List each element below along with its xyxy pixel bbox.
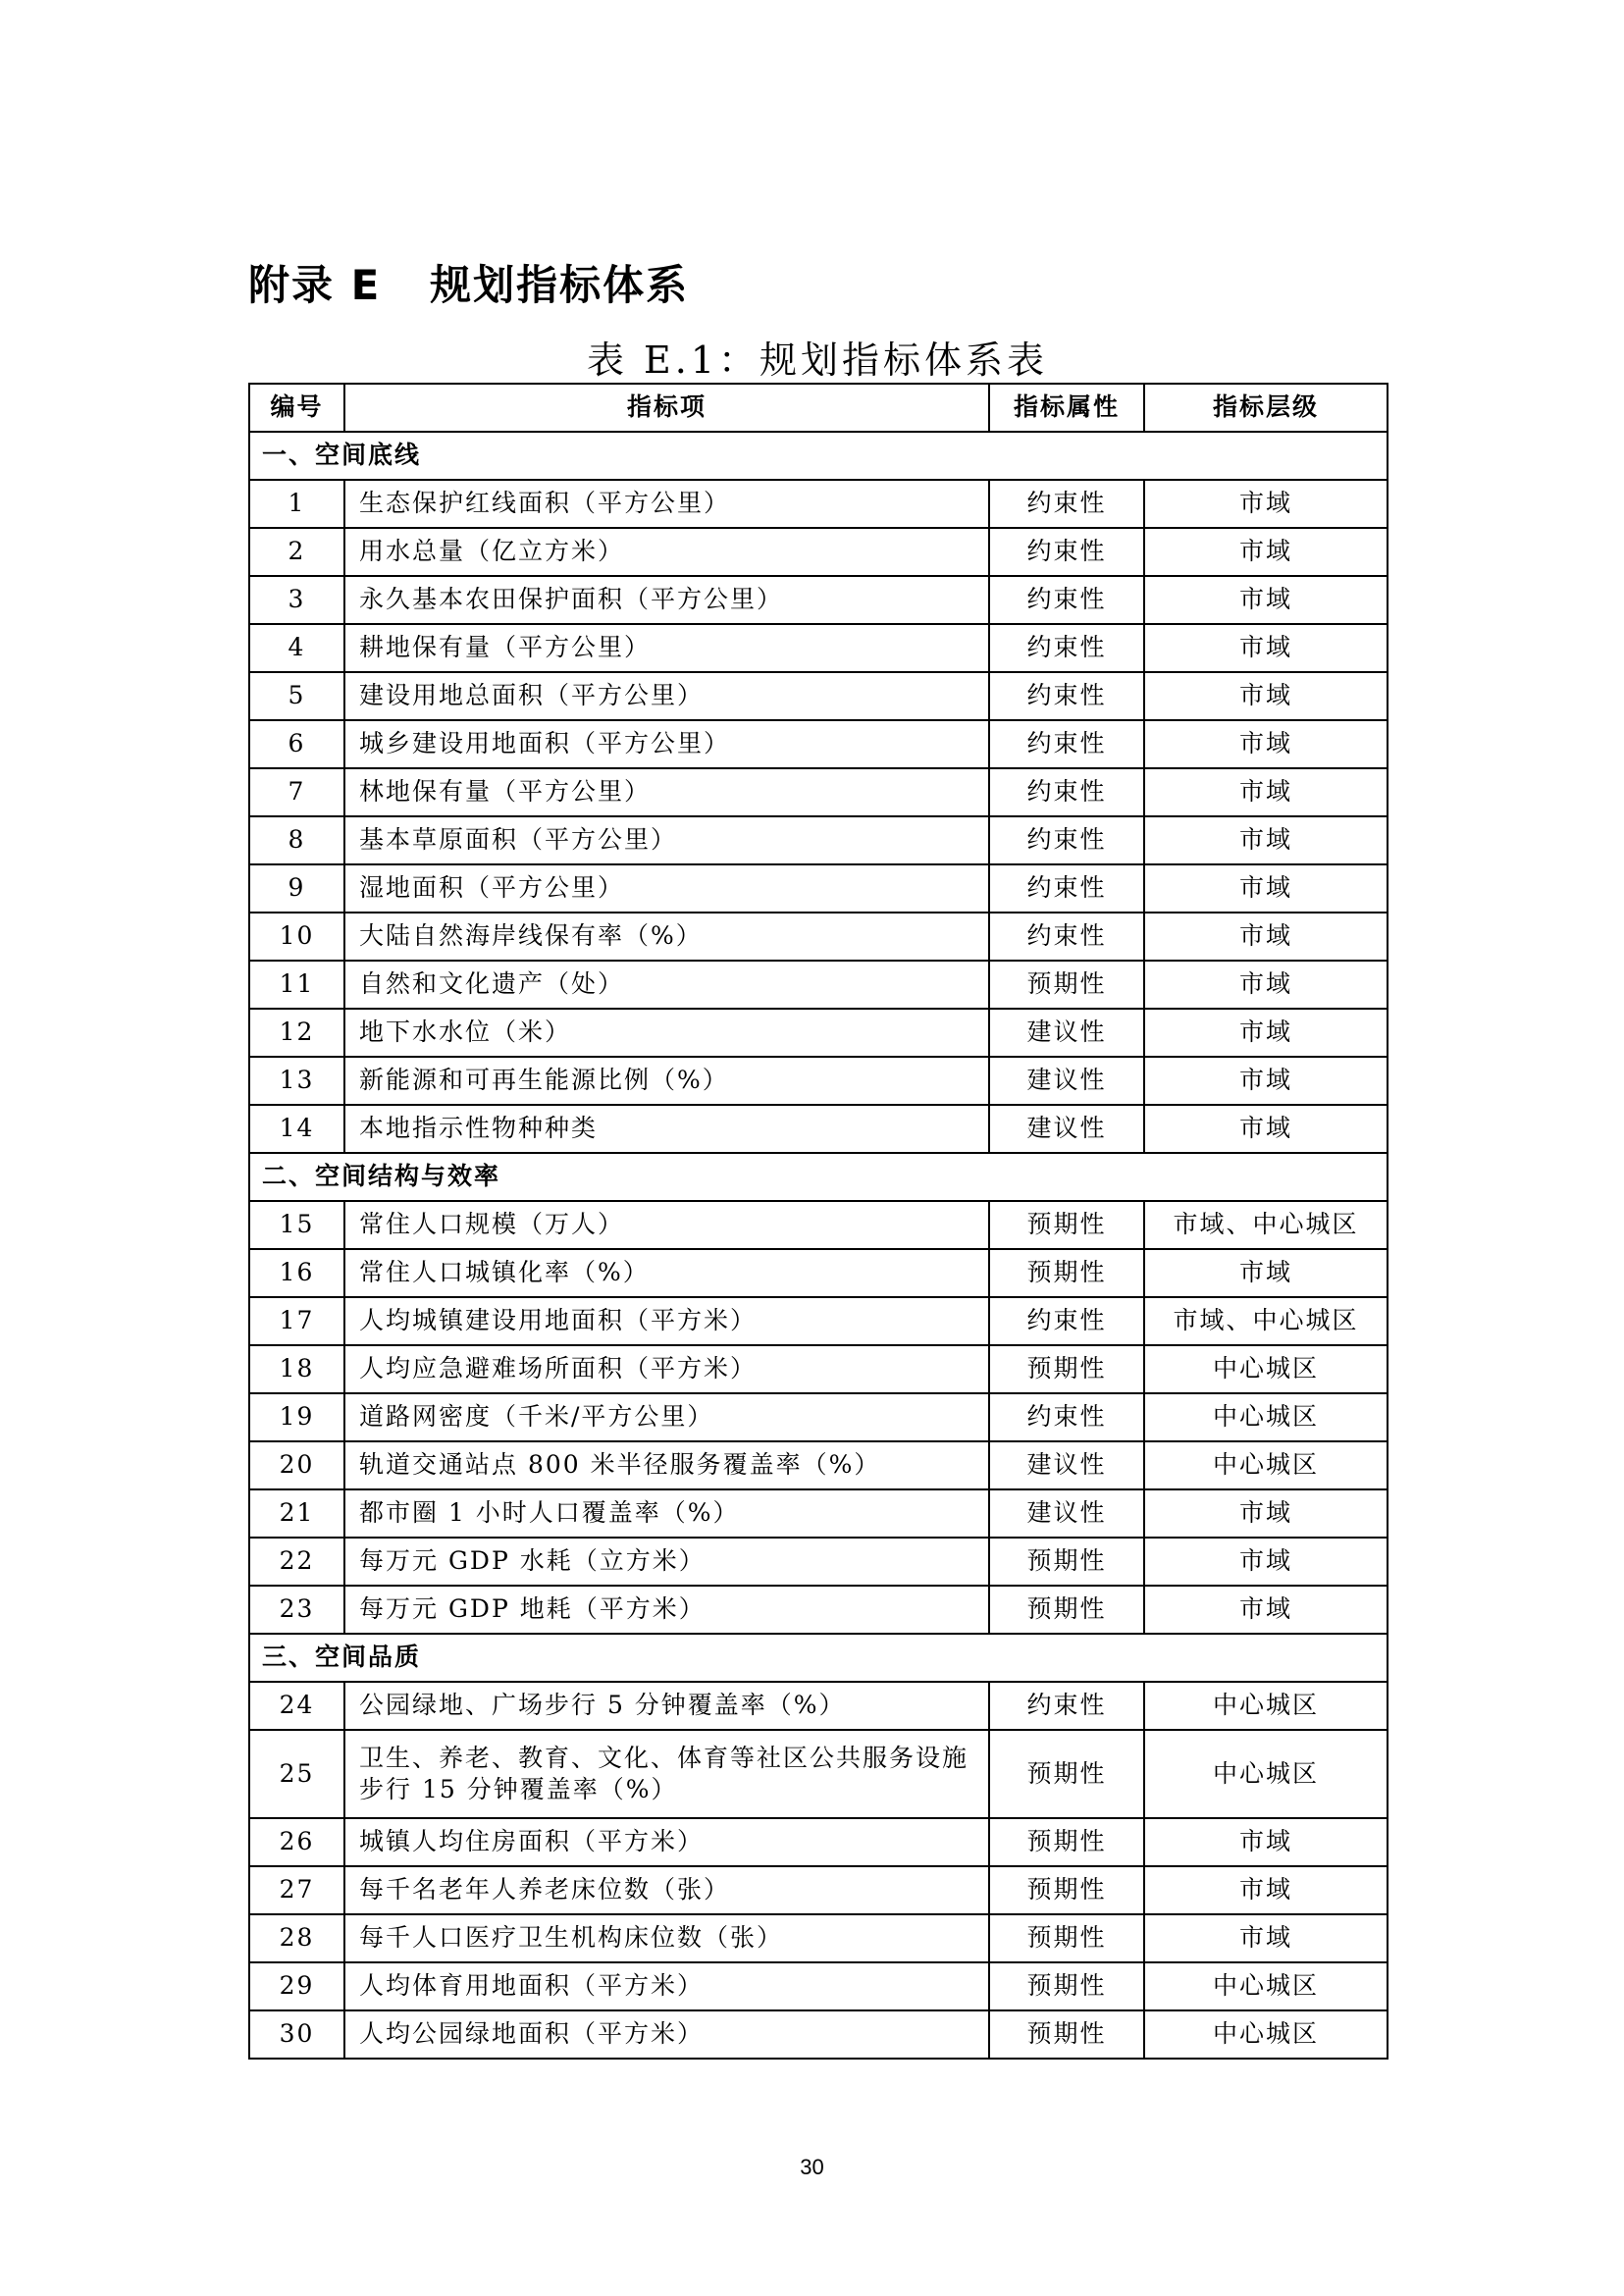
indicator-level: 中心城区 [1144,1962,1388,2010]
indicator-level: 市域 [1144,480,1388,528]
indicator-level: 市域 [1144,672,1388,720]
row-number: 15 [249,1201,344,1249]
indicator-name: 常住人口规模（万人） [344,1201,989,1249]
row-number: 22 [249,1538,344,1586]
indicator-level: 市域 [1144,1489,1388,1538]
header-indicator: 指标项 [344,384,989,432]
indicator-attribute: 约束性 [989,768,1144,816]
header-number: 编号 [249,384,344,432]
row-number: 14 [249,1105,344,1153]
row-number: 11 [249,961,344,1009]
section-row [249,1153,1388,1201]
table-row [249,1914,1388,1962]
indicator-level: 市域 [1144,1105,1388,1153]
table-row [249,768,1388,816]
indicator-name: 耕地保有量（平方公里） [344,624,989,672]
row-number: 16 [249,1249,344,1297]
row-number: 6 [249,720,344,768]
table-row [249,1682,1388,1730]
indicator-name: 新能源和可再生能源比例（%） [344,1057,989,1105]
indicator-attribute: 预期性 [989,1201,1144,1249]
indicator-attribute: 约束性 [989,1297,1144,1345]
indicator-attribute: 预期性 [989,1730,1144,1818]
row-number: 21 [249,1489,344,1538]
indicator-level: 市域 [1144,1818,1388,1866]
indicator-name: 常住人口城镇化率（%） [344,1249,989,1297]
indicator-name: 永久基本农田保护面积（平方公里） [344,576,989,624]
indicator-level: 市域 [1144,1009,1388,1057]
table-row [249,1866,1388,1914]
indicator-attribute: 约束性 [989,913,1144,961]
row-number: 9 [249,864,344,913]
indicator-attribute: 约束性 [989,1682,1144,1730]
section-title: 一、空间底线 [249,432,1388,480]
indicator-level: 市域 [1144,528,1388,576]
indicator-level: 市域 [1144,576,1388,624]
table-row [249,624,1388,672]
indicator-attribute: 预期性 [989,1586,1144,1634]
row-number: 25 [249,1730,344,1818]
indicator-attribute: 预期性 [989,1538,1144,1586]
table-row [249,528,1388,576]
row-number: 24 [249,1682,344,1730]
indicator-name: 每千人口医疗卫生机构床位数（张） [344,1914,989,1962]
indicator-attribute: 预期性 [989,1345,1144,1393]
section-row [249,1634,1388,1682]
header-attribute: 指标属性 [989,384,1144,432]
indicator-name: 人均体育用地面积（平方米） [344,1962,989,2010]
indicator-name: 自然和文化遗产（处） [344,961,989,1009]
indicator-level: 市域 [1144,1538,1388,1586]
indicator-attribute: 预期性 [989,1962,1144,2010]
indicator-attribute: 约束性 [989,1393,1144,1441]
indicator-name: 林地保有量（平方公里） [344,768,989,816]
indicator-attribute: 约束性 [989,480,1144,528]
row-number: 28 [249,1914,344,1962]
table-row [249,1057,1388,1105]
indicator-level: 市域 [1144,768,1388,816]
indicator-level: 中心城区 [1144,1345,1388,1393]
indicator-level: 市域、中心城区 [1144,1297,1388,1345]
indicator-attribute: 预期性 [989,2010,1144,2059]
indicator-name: 道路网密度（千米/平方公里） [344,1393,989,1441]
table-caption: 表 E.1：规划指标体系表 [586,339,1049,382]
table-row [249,816,1388,864]
indicator-level: 市域 [1144,1586,1388,1634]
table-row [249,1818,1388,1866]
indicator-attribute: 约束性 [989,528,1144,576]
table-row [249,1586,1388,1634]
row-number: 5 [249,672,344,720]
indicator-level: 市域 [1144,1249,1388,1297]
indicator-level: 市域 [1144,720,1388,768]
table-row [249,1489,1388,1538]
indicator-name: 地下水水位（米） [344,1009,989,1057]
indicator-level: 中心城区 [1144,1682,1388,1730]
indicator-attribute: 约束性 [989,672,1144,720]
indicator-attribute: 约束性 [989,864,1144,913]
row-number: 2 [249,528,344,576]
table-row [249,1441,1388,1489]
indicator-name: 湿地面积（平方公里） [344,864,989,913]
row-number: 10 [249,913,344,961]
indicator-attribute: 约束性 [989,816,1144,864]
indicator-attribute: 约束性 [989,576,1144,624]
indicator-attribute: 建议性 [989,1441,1144,1489]
row-number: 29 [249,1962,344,2010]
indicator-name: 每千名老年人养老床位数（张） [344,1866,989,1914]
table-row [249,864,1388,913]
table-row [249,480,1388,528]
table-header-row [249,384,1388,432]
row-number: 1 [249,480,344,528]
indicator-level: 市域、中心城区 [1144,1201,1388,1249]
table-row [249,961,1388,1009]
table-row [249,1730,1388,1818]
section-title: 三、空间品质 [249,1634,1388,1682]
indicator-attribute: 建议性 [989,1057,1144,1105]
row-number: 17 [249,1297,344,1345]
row-number: 27 [249,1866,344,1914]
row-number: 3 [249,576,344,624]
indicator-name: 本地指示性物种种类 [344,1105,989,1153]
indicator-level: 中心城区 [1144,1730,1388,1818]
row-number: 23 [249,1586,344,1634]
table-row [249,672,1388,720]
row-number: 12 [249,1009,344,1057]
indicator-name: 人均公园绿地面积（平方米） [344,2010,989,2059]
indicator-attribute: 约束性 [989,720,1144,768]
indicator-attribute: 建议性 [989,1009,1144,1057]
row-number: 26 [249,1818,344,1866]
indicator-level: 市域 [1144,1866,1388,1914]
indicator-attribute: 预期性 [989,961,1144,1009]
indicator-name: 每万元 GDP 水耗（立方米） [344,1538,989,1586]
indicator-level: 市域 [1144,864,1388,913]
indicator-name: 用水总量（亿立方米） [344,528,989,576]
indicator-level: 中心城区 [1144,1393,1388,1441]
indicator-name: 建设用地总面积（平方公里） [344,672,989,720]
row-number: 4 [249,624,344,672]
indicator-level: 市域 [1144,1914,1388,1962]
indicator-level: 市域 [1144,913,1388,961]
indicator-name: 卫生、养老、教育、文化、体育等社区公共服务设施步行 15 分钟覆盖率（%） [344,1730,989,1818]
table-row [249,1297,1388,1345]
header-level: 指标层级 [1144,384,1388,432]
table-row [249,913,1388,961]
table-row [249,1009,1388,1057]
indicator-name: 大陆自然海岸线保有率（%） [344,913,989,961]
indicator-table [248,383,1388,2060]
row-number: 7 [249,768,344,816]
indicator-name: 轨道交通站点 800 米半径服务覆盖率（%） [344,1441,989,1489]
indicator-level: 中心城区 [1144,2010,1388,2059]
indicator-attribute: 预期性 [989,1866,1144,1914]
indicator-name: 每万元 GDP 地耗（平方米） [344,1586,989,1634]
indicator-level: 市域 [1144,961,1388,1009]
row-number: 20 [249,1441,344,1489]
table-row [249,1538,1388,1586]
indicator-name: 人均应急避难场所面积（平方米） [344,1345,989,1393]
indicator-level: 市域 [1144,816,1388,864]
row-number: 19 [249,1393,344,1441]
indicator-name: 城镇人均住房面积（平方米） [344,1818,989,1866]
indicator-level: 市域 [1144,624,1388,672]
table-row [249,2010,1388,2059]
row-number: 8 [249,816,344,864]
table-row [249,576,1388,624]
indicator-name: 公园绿地、广场步行 5 分钟覆盖率（%） [344,1682,989,1730]
row-number: 30 [249,2010,344,2059]
indicator-name: 人均城镇建设用地面积（平方米） [344,1297,989,1345]
table-row [249,1201,1388,1249]
indicator-attribute: 建议性 [989,1489,1144,1538]
table-row [249,1345,1388,1393]
indicator-name: 都市圈 1 小时人口覆盖率（%） [344,1489,989,1538]
indicator-name: 生态保护红线面积（平方公里） [344,480,989,528]
indicator-level: 中心城区 [1144,1441,1388,1489]
section-row [249,432,1388,480]
indicator-name: 基本草原面积（平方公里） [344,816,989,864]
table-row [249,720,1388,768]
indicator-name: 城乡建设用地面积（平方公里） [344,720,989,768]
section-title: 二、空间结构与效率 [249,1153,1388,1201]
table-row [249,1105,1388,1153]
table-row [249,1249,1388,1297]
row-number: 18 [249,1345,344,1393]
table-row [249,1962,1388,2010]
appendix-heading: 附录 E 规划指标体系 [248,261,690,309]
row-number: 13 [249,1057,344,1105]
indicator-level: 市域 [1144,1057,1388,1105]
indicator-attribute: 预期性 [989,1818,1144,1866]
indicator-attribute: 预期性 [989,1249,1144,1297]
indicator-attribute: 约束性 [989,624,1144,672]
table-row [249,1393,1388,1441]
indicator-attribute: 建议性 [989,1105,1144,1153]
indicator-attribute: 预期性 [989,1914,1144,1962]
page-number: 30 [800,2155,824,2179]
